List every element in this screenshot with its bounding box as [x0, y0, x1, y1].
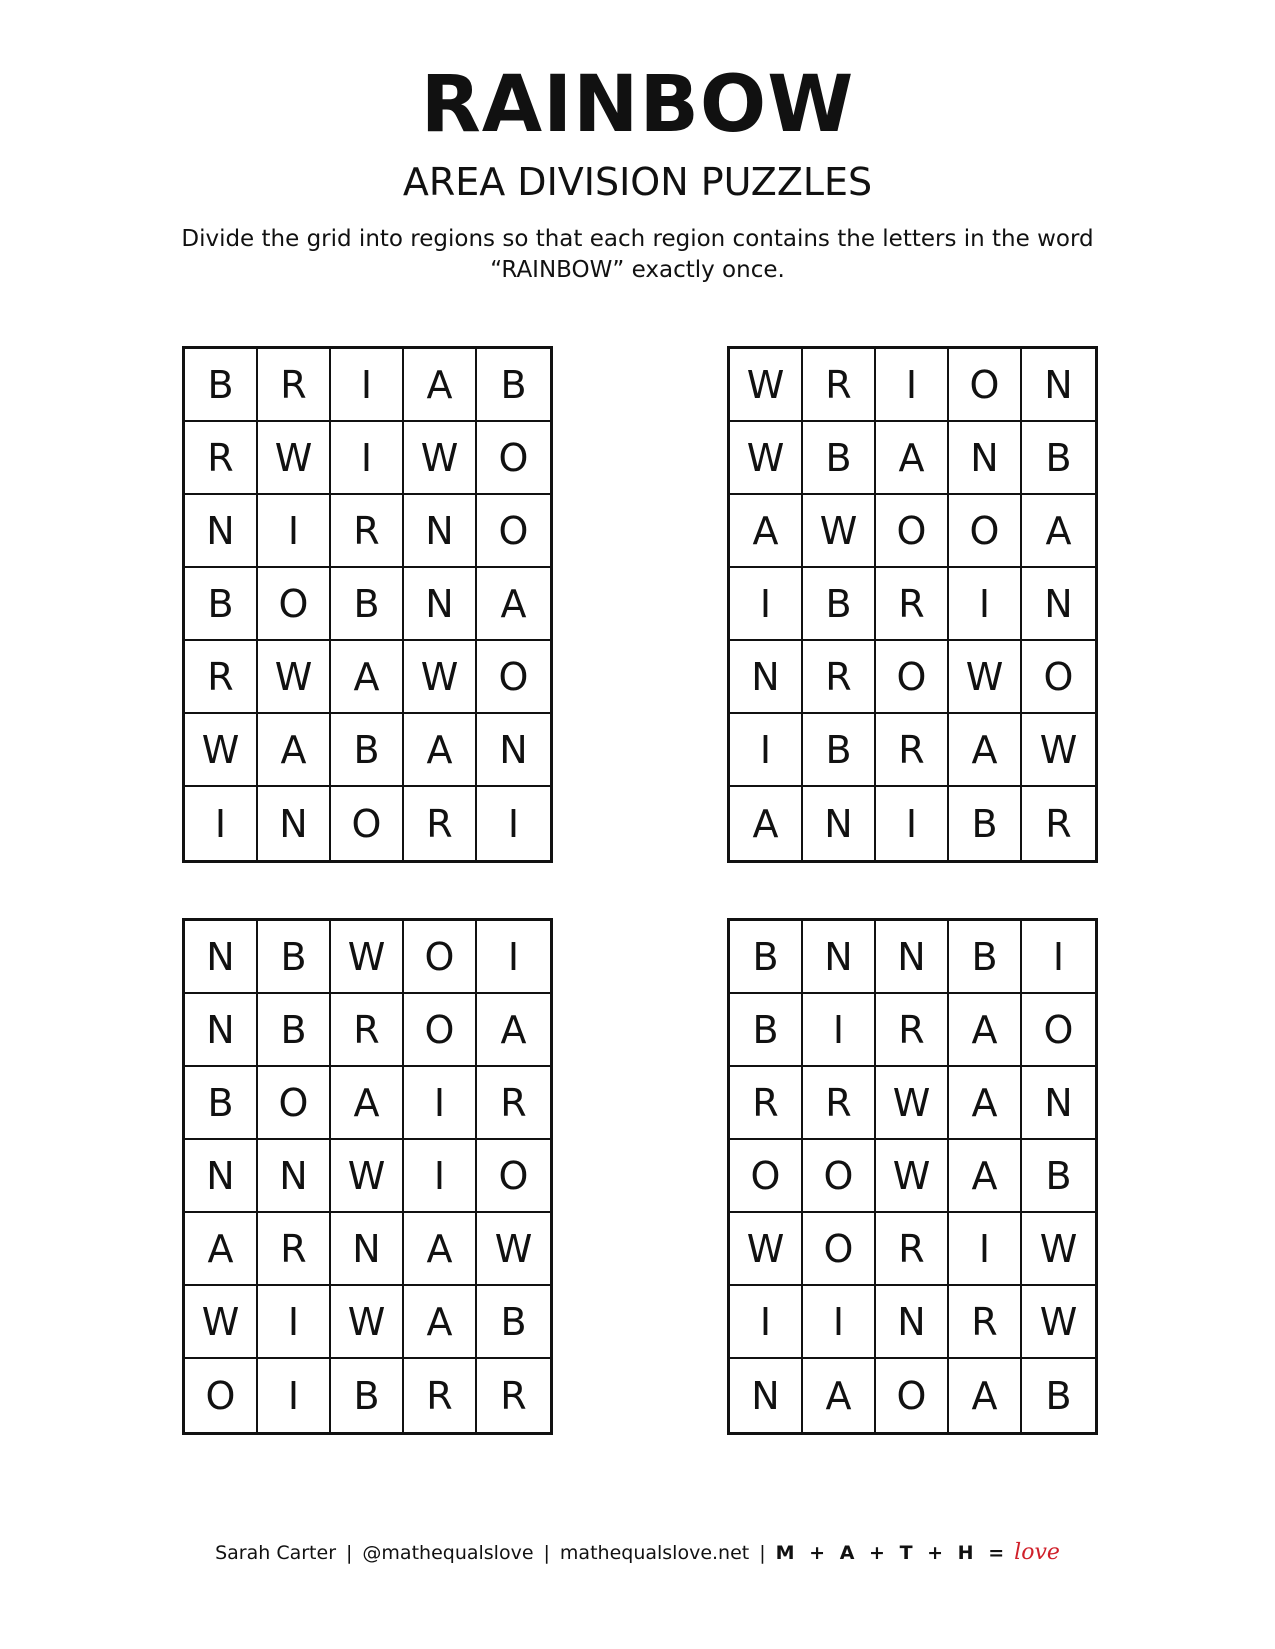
grid-cell: I	[730, 1286, 803, 1359]
grid-cell: W	[331, 921, 404, 994]
grid-cell: A	[949, 1140, 1022, 1213]
grid-cell: N	[1022, 349, 1095, 422]
grid-cell: I	[404, 1140, 477, 1213]
grid-cell: R	[876, 714, 949, 787]
grid-cell: O	[730, 1140, 803, 1213]
grid-cell: W	[730, 1213, 803, 1286]
grid-cell: B	[803, 422, 876, 495]
grid-cell: W	[1022, 714, 1095, 787]
grid-cell: B	[949, 787, 1022, 860]
grid-cell: O	[258, 1067, 331, 1140]
grid-cell: B	[730, 994, 803, 1067]
grid-cell: I	[258, 1286, 331, 1359]
grid-cell: B	[185, 349, 258, 422]
grid-cell: W	[477, 1213, 550, 1286]
grid-cell: I	[803, 1286, 876, 1359]
footer-separator: |	[759, 1542, 766, 1564]
grid-cell: N	[185, 994, 258, 1067]
grid-cell: R	[500, 1373, 527, 1418]
grid-cell: A	[730, 495, 803, 568]
grid-cell: R	[258, 349, 331, 422]
footer-brand: M + A + T + H =	[775, 1542, 1009, 1564]
grid-cell: A	[949, 1359, 1022, 1432]
grid-cell: A	[477, 568, 550, 641]
grid-cell: B	[803, 714, 876, 787]
grid-cell: O	[477, 641, 550, 714]
grid-cell: O	[477, 495, 550, 568]
grid-cell: R	[185, 641, 258, 714]
grid-cell: I	[1022, 921, 1095, 994]
grid-cell: O	[876, 495, 949, 568]
grid-cell: B	[949, 921, 1022, 994]
footer-separator: |	[346, 1542, 353, 1564]
grid-cell: W	[730, 422, 803, 495]
grid-cell: B	[185, 568, 258, 641]
grid-cell: B	[258, 921, 331, 994]
grid-cell: A	[477, 994, 550, 1067]
grid-cell: B	[803, 568, 876, 641]
grid-cell: O	[1022, 641, 1095, 714]
grid-cell: O	[477, 1140, 550, 1213]
footer-handle: @mathequalslove	[362, 1542, 534, 1564]
grid-cell: N	[803, 787, 876, 860]
grid-cell: A	[331, 1067, 404, 1140]
grid-cell: A	[949, 1067, 1022, 1140]
grid-cell: A	[404, 714, 477, 787]
grid-cell: O	[803, 1213, 876, 1286]
grid-cell: R	[185, 422, 258, 495]
grid-cell: W	[803, 495, 876, 568]
grid-cell: O	[404, 994, 477, 1067]
grid-cell: N	[876, 1286, 949, 1359]
grid-cell: A	[331, 641, 404, 714]
page-title: RAINBOW	[420, 60, 855, 150]
grid-cell: A	[803, 1359, 876, 1432]
grid-cell: R	[803, 1067, 876, 1140]
grid-cell: N	[404, 568, 477, 641]
grid-cell: A	[949, 714, 1022, 787]
grid-cell: A	[404, 349, 477, 422]
grid-cell: R	[876, 994, 949, 1067]
grid-cell: B	[331, 1359, 404, 1432]
grid-cell: W	[258, 422, 331, 495]
grid-cell: W	[876, 1140, 949, 1213]
grid-cell: W	[258, 641, 331, 714]
grid-cell: O	[185, 1359, 258, 1432]
grid-cell: W	[1022, 1213, 1095, 1286]
grid-cell: N	[331, 1213, 404, 1286]
grid-cell: N	[258, 1140, 331, 1213]
footer-author: Sarah Carter	[215, 1542, 337, 1564]
grid-cell: W	[185, 714, 258, 787]
grid-cell: R	[949, 1286, 1022, 1359]
grid-cell: I	[331, 349, 404, 422]
footer-love-logo: love	[1014, 1540, 1060, 1565]
footer-site: mathequalslove.net	[559, 1542, 750, 1564]
grid-cell: B	[477, 349, 550, 422]
grid-cell: N	[1022, 1067, 1095, 1140]
grid-cell: N	[258, 787, 331, 860]
footer-separator: |	[543, 1542, 550, 1564]
grid-cell: N	[730, 1359, 803, 1432]
grid-cell: O	[949, 495, 1022, 568]
grid-cell: W	[730, 349, 803, 422]
grid-cell: W	[404, 641, 477, 714]
grid-cell: I	[730, 568, 803, 641]
grid-cell: A	[730, 787, 803, 860]
grid-cell: I	[404, 1067, 477, 1140]
grid-cell: W	[331, 1140, 404, 1213]
grid-cell: W	[876, 1067, 949, 1140]
grid-cell: W	[185, 1286, 258, 1359]
grid-cell: B	[1045, 1373, 1072, 1418]
grid-cell: N	[404, 495, 477, 568]
puzzle-grid-3	[182, 918, 553, 1435]
grid-cell: I	[876, 787, 949, 860]
grid-cell: I	[477, 921, 550, 994]
grid-cell: W	[404, 422, 477, 495]
grid-cell: R	[331, 495, 404, 568]
grid-cell: O	[876, 1359, 949, 1432]
grid-cell: N	[185, 921, 258, 994]
grid-cell: O	[404, 921, 477, 994]
grid-cell: I	[949, 1213, 1022, 1286]
footer	[0, 1540, 1275, 1566]
grid-cell: A	[404, 1213, 477, 1286]
grid-cell: I	[949, 568, 1022, 641]
grid-cell: R	[876, 1213, 949, 1286]
grid-cell: O	[258, 568, 331, 641]
grid-cell: B	[1022, 422, 1095, 495]
grid-cell: O	[876, 641, 949, 714]
grid-cell: N	[803, 921, 876, 994]
grid-cell: R	[803, 641, 876, 714]
grid-cell: I	[507, 801, 520, 846]
grid-cell: N	[185, 1140, 258, 1213]
grid-cell: N	[185, 495, 258, 568]
grid-cell: B	[258, 994, 331, 1067]
grid-cell: N	[1022, 568, 1095, 641]
grid-cell: R	[258, 1213, 331, 1286]
grid-cell: R	[876, 568, 949, 641]
instructions-text: Divide the grid into regions so that each region contains the letters in the word “RAINBOW” exactly once.	[181, 226, 1094, 283]
grid-cell: O	[477, 422, 550, 495]
grid-cell: I	[258, 495, 331, 568]
grid-cell: R	[404, 787, 477, 860]
grid-cell: A	[876, 422, 949, 495]
grid-cell: I	[876, 349, 949, 422]
grid-cell: B	[477, 1286, 550, 1359]
grid-cell: N	[477, 714, 550, 787]
grid-cell: W	[949, 641, 1022, 714]
page-subtitle: AREA DIVISION PUZZLES	[402, 160, 873, 204]
puzzle-grid-4	[727, 918, 1098, 1435]
grid-cell: N	[730, 641, 803, 714]
grid-cell: A	[258, 714, 331, 787]
grid-cell: R	[404, 1359, 477, 1432]
grid-cell: O	[331, 787, 404, 860]
puzzle-grid-2	[727, 346, 1098, 863]
grid-cell: A	[1022, 495, 1095, 568]
grid-cell: I	[331, 422, 404, 495]
puzzle-grid-1	[182, 346, 553, 863]
grid-cell: W	[1022, 1286, 1095, 1359]
grid-cell: A	[185, 1213, 258, 1286]
grid-cell: R	[803, 349, 876, 422]
grid-cell: B	[331, 568, 404, 641]
grid-cell: I	[258, 1359, 331, 1432]
grid-cell: A	[404, 1286, 477, 1359]
grid-cell: N	[949, 422, 1022, 495]
grid-cell: N	[876, 921, 949, 994]
grid-cell: R	[730, 1067, 803, 1140]
grid-cell: R	[477, 1067, 550, 1140]
grid-cell: I	[730, 714, 803, 787]
grid-cell: W	[331, 1286, 404, 1359]
grid-cell: B	[185, 1067, 258, 1140]
grid-cell: I	[803, 994, 876, 1067]
grid-cell: B	[331, 714, 404, 787]
grid-cell: R	[331, 994, 404, 1067]
grid-cell: I	[185, 787, 258, 860]
grid-cell: A	[949, 994, 1022, 1067]
grid-cell: O	[803, 1140, 876, 1213]
grid-cell: O	[1022, 994, 1095, 1067]
grid-cell: R	[1045, 801, 1072, 846]
grid-cell: B	[1022, 1140, 1095, 1213]
grid-cell: O	[949, 349, 1022, 422]
grid-cell: B	[730, 921, 803, 994]
